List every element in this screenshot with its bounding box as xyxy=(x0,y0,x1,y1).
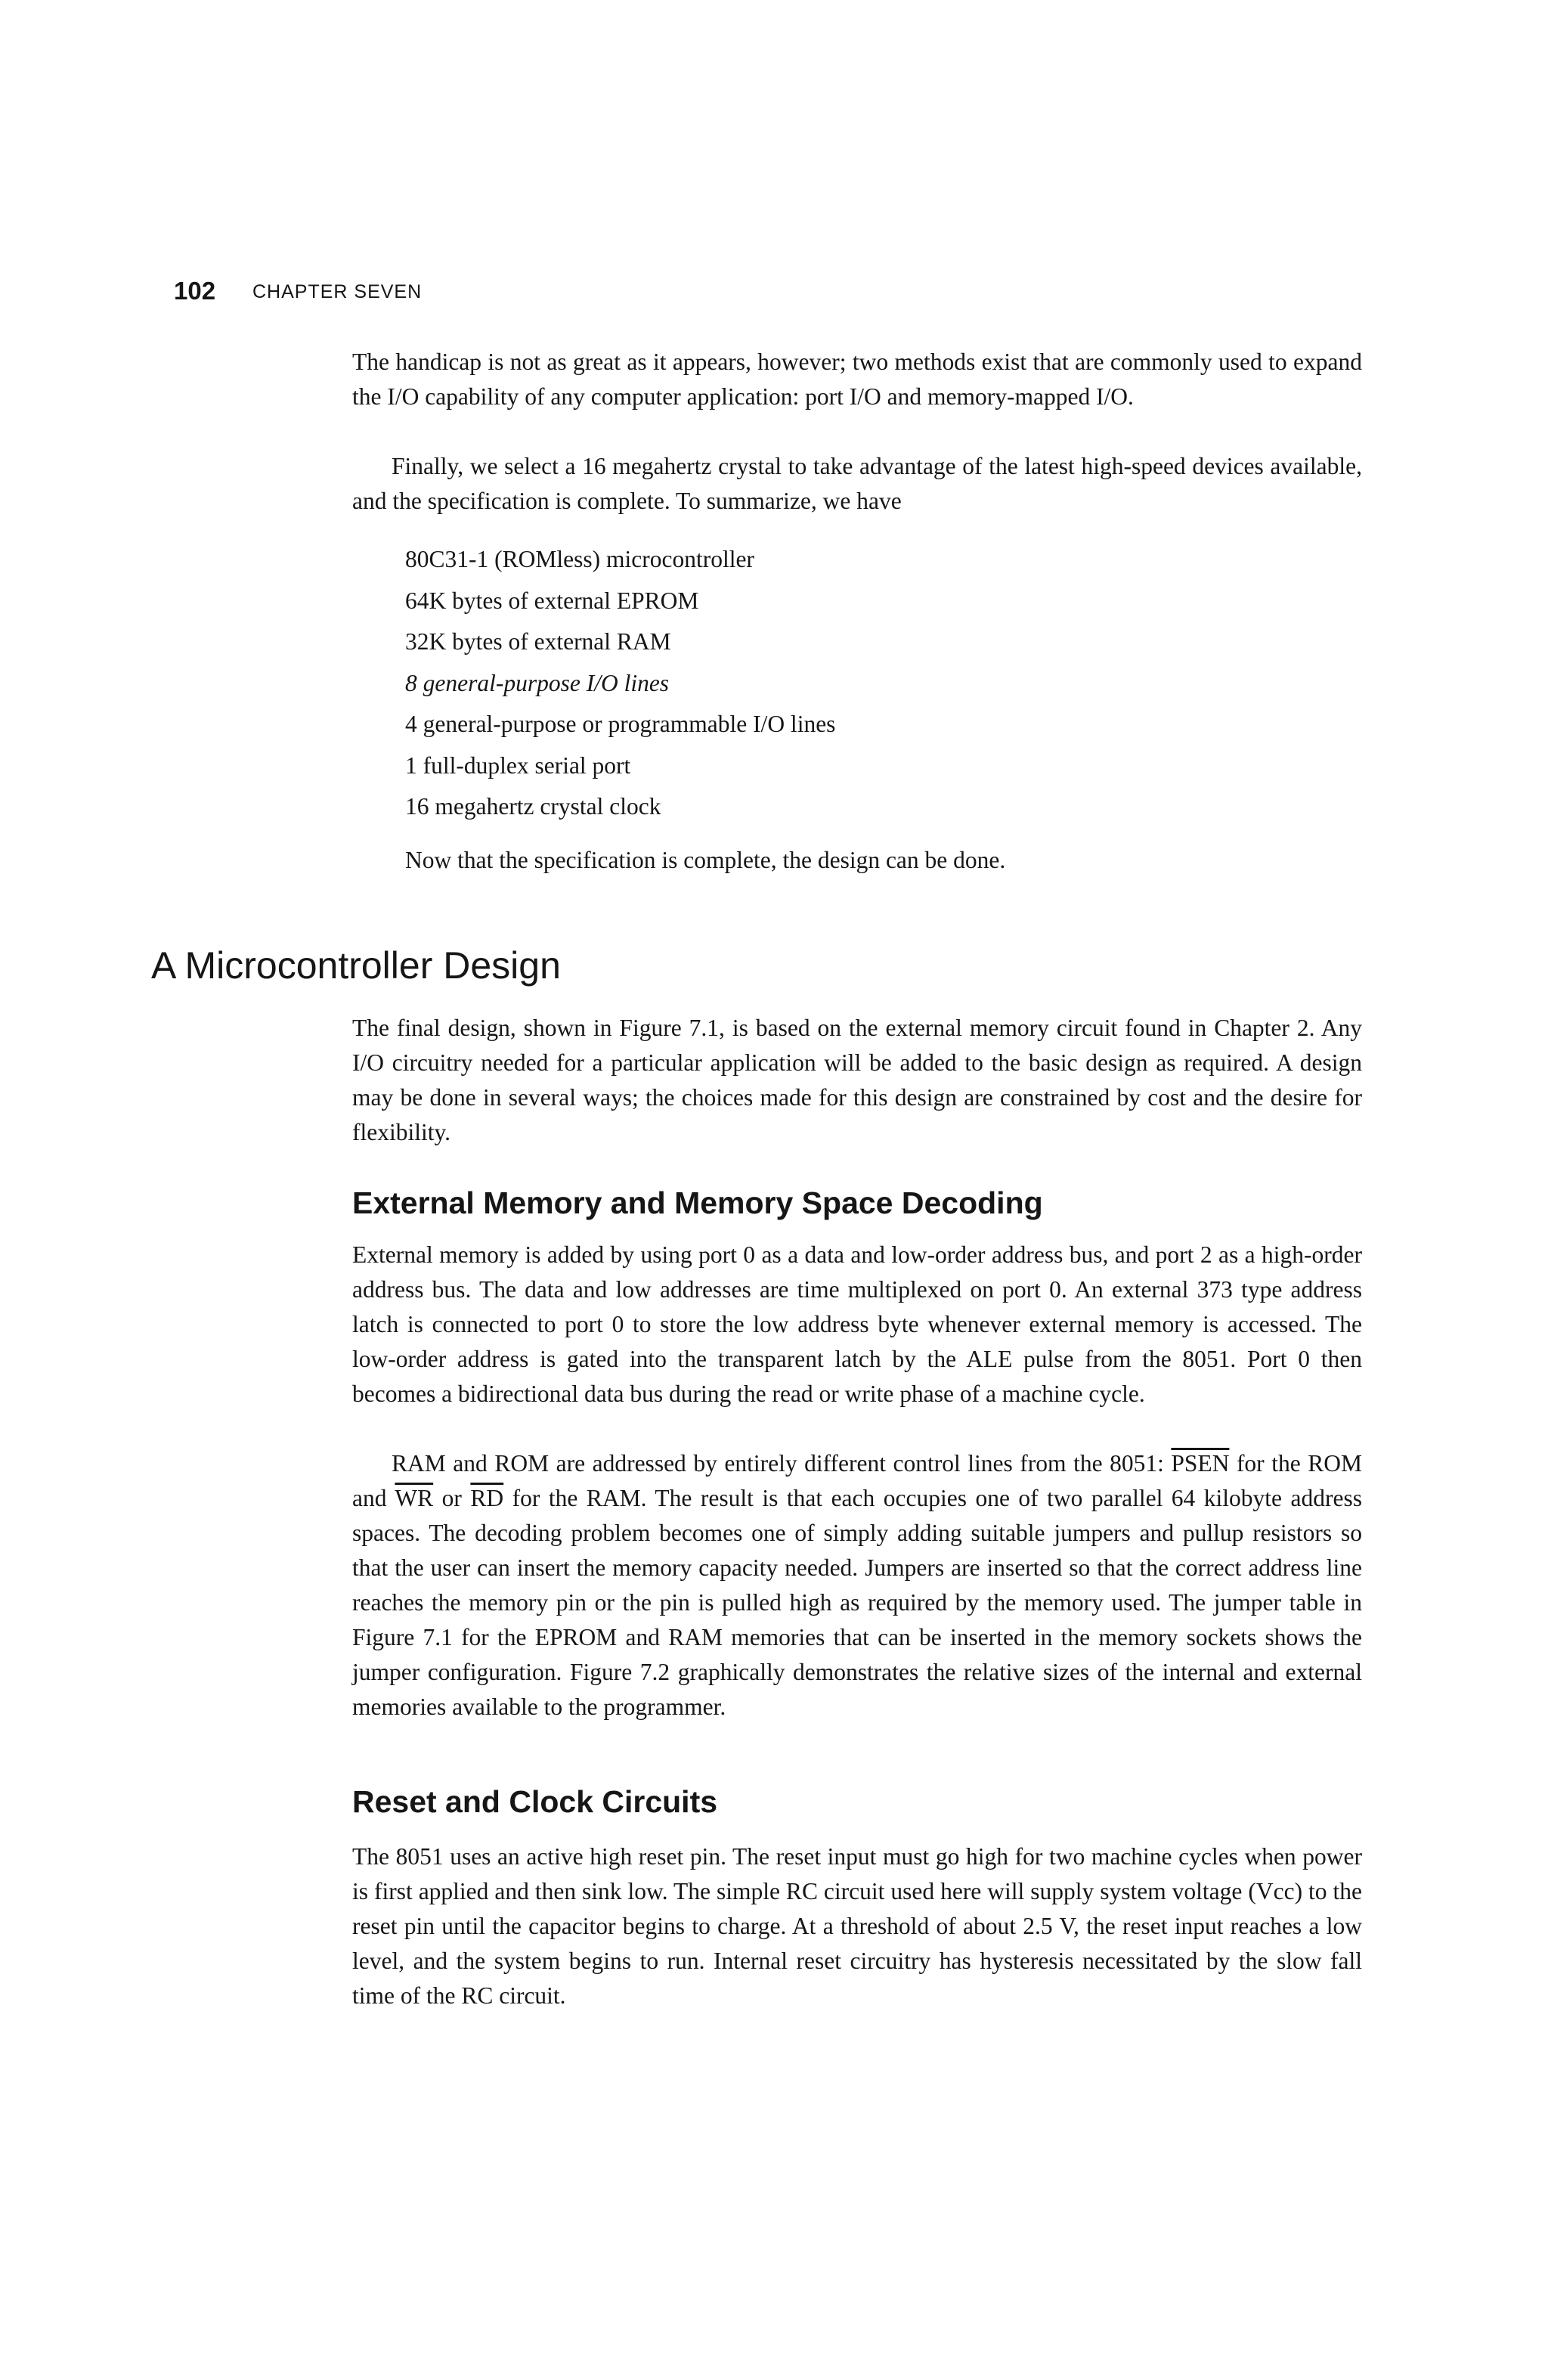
subsection-heading: External Memory and Memory Space Decoding xyxy=(352,1185,1043,1220)
section-heading: A Microcontroller Design xyxy=(151,944,561,987)
section2-paragraph-1: External memory is added by using port 0 as a data and low-order address bus, and port 2 as a high-order address bus. The data and low addresses are time multiplexed on port 0. An external 373 type address latch is connected to port 0 to store the low address byte whenever external memory is accessed. The low-order address is gated into the transparent latch by the ALE pulse from the 8051. Port 0 then becomes a bidirectional data bus during the read or write phase of a machine cycle. xyxy=(352,1241,1362,1407)
intro-paragraph-2: Finally, we select a 16 megahertz crystal to take advantage of the latest high-speed devices available, and the specification is complete. To summarize, we have xyxy=(352,453,1362,514)
section2-paragraph-2 xyxy=(352,1446,1362,1725)
text: or xyxy=(433,1485,471,1511)
list-item: 32K bytes of external RAM xyxy=(405,628,671,655)
subsection-heading: Reset and Clock Circuits xyxy=(352,1784,718,1819)
spec-list xyxy=(405,542,835,831)
section1-paragraph: The final design, shown in Figure 7.1, is based on the external memory circuit found in Chapter 2. Any I/O circuitry needed for a particular application will be added to the basic design as required. A design may be done in several ways; the choices made for this design are constrained by cost and the desire for flexibility. xyxy=(352,1015,1362,1145)
intro-paragraph-1: The handicap is not as great as it appears, however; two methods exist that are commonly used to expand the I/O capability of any computer application: port I/O and memory-mapped I/O. xyxy=(352,349,1362,410)
page-number: 102 xyxy=(174,277,216,305)
psen-signal: PSEN xyxy=(1171,1450,1230,1477)
intro-paragraph-3: Now that the specification is complete, the design can be done. xyxy=(405,847,1006,873)
list-item: 8 general-purpose I/O lines xyxy=(405,669,670,696)
list-item: 80C31-1 (ROMless) microcontroller xyxy=(405,546,754,572)
text: for the RAM. The result is that each occupies one of two parallel 64 kilobyte address spaces. The decoding problem becomes one of simply adding suitable jumpers and pullup resistors so that the user can insert the memory capacity needed. Jumpers are inserted so that the correct address line reaches the memory pin or the pin is pulled high as required by the memory used. The jumper table in Figure 7.1 for the EPROM and RAM memories that can be inserted in the memory sockets shows the jumper configuration. Figure 7.2 graphically demonstrates the relative sizes of the internal and external memories available to the programmer. xyxy=(352,1485,1362,1720)
list-item: 4 general-purpose or programmable I/O lines xyxy=(405,711,836,737)
rd-signal: $\overline{RD}$ xyxy=(470,1485,504,1511)
section3-paragraph: The 8051 uses an active high reset pin. The reset input must go high for two machine cycles when power is first applied and then sink low. The simple RC circuit used here will supply system voltage (Vcc) to the reset pin until the capacitor begins to charge. At a threshold of about 2.5 V, the reset input reaches a low level, and the system begins to run. Internal reset circuitry has hysteresis necessitated by the slow fall time of the RC circuit. xyxy=(352,1843,1362,2009)
list-item: 16 megahertz crystal clock xyxy=(405,793,661,820)
text: RAM and ROM are addressed by entirely different control lines from the 8051: xyxy=(392,1450,1172,1477)
list-item: 64K bytes of external EPROM xyxy=(405,587,699,614)
wr-signal: $\overline{WR}$ xyxy=(395,1485,434,1511)
text: for the ROM and xyxy=(352,1450,1362,1511)
list-item: 1 full-duplex serial port xyxy=(405,751,631,779)
running-header: CHAPTER SEVEN xyxy=(252,281,423,302)
